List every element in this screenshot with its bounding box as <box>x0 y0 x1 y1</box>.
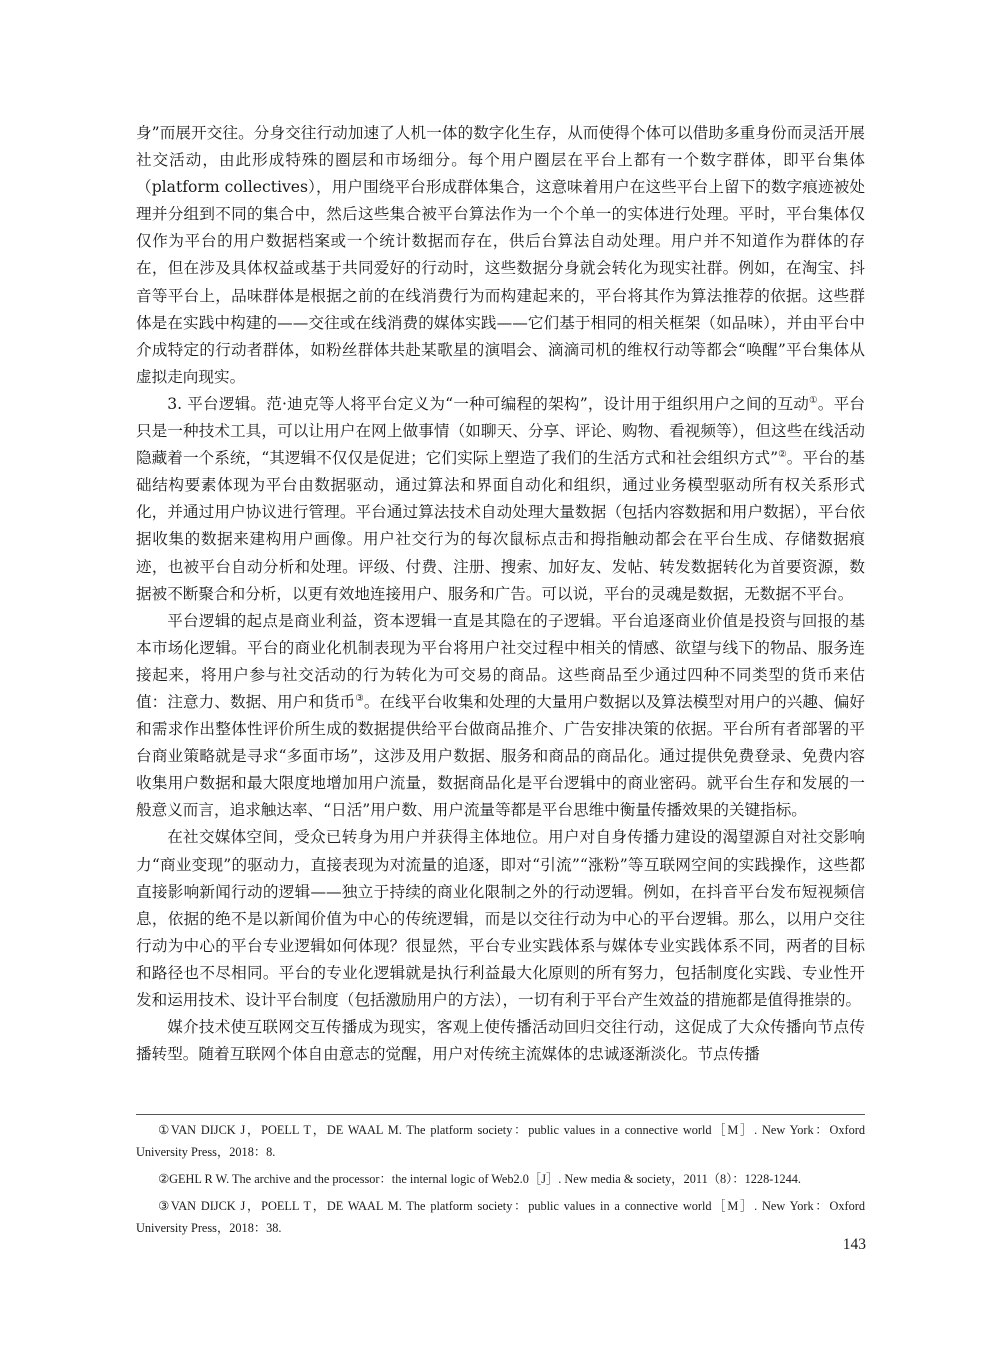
footnote-3-mark: ③ <box>158 1199 171 1213</box>
paragraph-2-part-1: 3. 平台逻辑。范·迪克等人将平台定义为“一种可编程的架构”，设计用于组织用户之间的互动 <box>167 394 810 413</box>
footnote-2 <box>136 1168 865 1190</box>
paragraph-3 <box>136 608 865 825</box>
footnotes <box>136 1119 865 1244</box>
paragraph-3-part-1: 平台逻辑的起点是商业利益，资本逻辑一直是其隐在的子逻辑。平台追逐商业价值是投资与回报的基本市场化逻辑。平台的商业化机制表现为平台将用户社交过程中相关的情感、欲望与线下的物品、服务连接起来，将用户参与社交活动的行为转化为可交易的商品。这些商品至少通过四种不同类型的货币来估值：注意力、数据、用户和货币 <box>136 611 865 711</box>
paragraph-3-part-2: 。在线平台收集和处理的大量用户数据以及算法模型对用户的兴趣、偏好和需求作出整体性评价所生成的数据提供给平台做商品推介、广告安排决策的依据。平台所有者部署的平台商业策略就是寻求“多面市场”，这涉及用户数据、服务和商品的商品化。通过提供免费登录、免费内容收集用户数据和最大限度地增加用户流量，数据商品化是平台逻辑中的商业密码。就平台生存和发展的一般意义而言，追求触达率、“日活”用户数、用户流量等都是平台思维中衡量传播效果的关键指标。 <box>136 692 865 820</box>
footnote-1-mark: ① <box>158 1123 171 1137</box>
page-number: 143 <box>842 1236 866 1253</box>
paragraph-5 <box>136 1014 865 1068</box>
paragraph-5-text: 媒介技术使互联网交互传播成为现实，客观上使传播活动回归交往行动，这促成了大众传播向节点传播转型。随着互联网个体自由意志的觉醒，用户对传统主流媒体的忠诚逐渐淡化。节点传播 <box>136 1018 865 1064</box>
paragraph-1-text: 身”而展开交往。分身交往行动加速了人机一体的数字化生存，从而使得个体可以借助多重身份而灵活开展社交活动，由此形成特殊的圈层和市场细分。每个用户圈层在平台上都有一个数字群体，即平台集体（platform collectives），用户围绕平台形成群体集合，这意味着用户在这些平台上留下的数字痕迹被处理并分组到不同的集合中，然后这些集合被平台算法作为一个个单一的实体进行处理。平时，平台集体仅仅作为平台的用户数据档案或一个统计数据而存在，供后台算法自动处理。用户并不知道作为群体的存在，但在涉及具体权益或基于共同爱好的行动时，这些数据分身就会转化为现实社群。例如，在淘宝、抖音等平台上，品味群体是根据之前的在线消费行为而构建起来的，平台将其作为算法推荐的依据。这些群体是在实践中构建的——交往或在线消费的媒体实践——它们基于相同的相关框架（如品味），并由平台中介成特定的行动者群体，如粉丝群体共赴某歌星的演唱会、滴滴司机的维权行动等都会“唤醒”平台集体从虚拟走向现实。 <box>136 124 865 386</box>
footnote-ref-2[interactable]: ② <box>778 449 787 461</box>
paragraph-4 <box>136 824 865 1014</box>
paragraph-2 <box>136 391 865 608</box>
paragraph-4-text: 在社交媒体空间，受众已转身为用户并获得主体地位。用户对自身传播力建设的渴望源自对社交影响力“商业变现”的驱动力，直接表现为对流量的追逐，即对“引流”“涨粉”等互联网空间的实践操作，这些都直接影响新闻行动的逻辑——独立于持续的商业化限制之外的行动逻辑。例如，在抖音平台发布短视频信息，依据的绝不是以新闻价值为中心的传统逻辑，而是以交往行动为中心的平台逻辑。那么，以用户交往行动为中心的平台专业逻辑如何体现？很显然，平台专业实践体系与媒体专业实践体系不同，两者的目标和路径也不尽相同。平台的专业化逻辑就是执行利益最大化原则的所有努力，包括制度化实践、专业性开发和运用技术、设计平台制度（包括激励用户的方法），一切有利于平台产生效益的措施都是值得推崇的。 <box>136 828 865 1009</box>
footnote-2-mark: ② <box>158 1172 170 1186</box>
body-text <box>136 120 865 1068</box>
footnote-1-text: VAN DIJCK J，POELL T，DE WAAL M. The platform society：public values in a connective world［M］. New York：Oxford University Press，2018：8. <box>136 1123 865 1159</box>
footnote-2-text: GEHL R W. The archive and the processor：the internal logic of Web2.0［J］. New media & society，2011（8）：1228-1244. <box>169 1172 801 1186</box>
footnote-3 <box>136 1195 865 1239</box>
footnote-divider <box>136 1114 865 1115</box>
footnote-1 <box>136 1119 865 1163</box>
paragraph-2-part-2: 。平台只是一种技术工具，可以让用户在网上做事情（如聊天、分享、评论、购物、看视频等），但这些在线活动隐藏着一个系统，“其逻辑不仅仅是促进；它们实际上塑造了我们的生活方式和社会组织方式” <box>136 394 865 468</box>
paragraph-2-part-3: 。平台的基础结构要素体现为平台由数据驱动，通过算法和界面自动化和组织，通过业务模型驱动所有权关系形式化，并通过用户协议进行管理。平台通过算法技术自动处理大量数据（包括内容数据和用户数据），平台依据收集的数据来建构用户画像。用户社交行为的每次鼠标点击和拇指触动都会在平台生成、存储数据痕迹，也被平台自动分析和处理。评级、付费、注册、搜索、加好友、发帖、转发数据转化为首要资源，数据被不断聚合和分析，以更有效地连接用户、服务和广告。可以说，平台的灵魂是数据，无数据不平台。 <box>136 449 865 603</box>
footnote-ref-3[interactable]: ③ <box>355 692 364 704</box>
paragraph-1 <box>136 120 865 391</box>
footnote-ref-1[interactable]: ① <box>809 394 818 406</box>
footnote-3-text: VAN DIJCK J，POELL T，DE WAAL M. The platform society：public values in a connective world［M］. New York：Oxford University Press，2018：38. <box>136 1199 865 1235</box>
